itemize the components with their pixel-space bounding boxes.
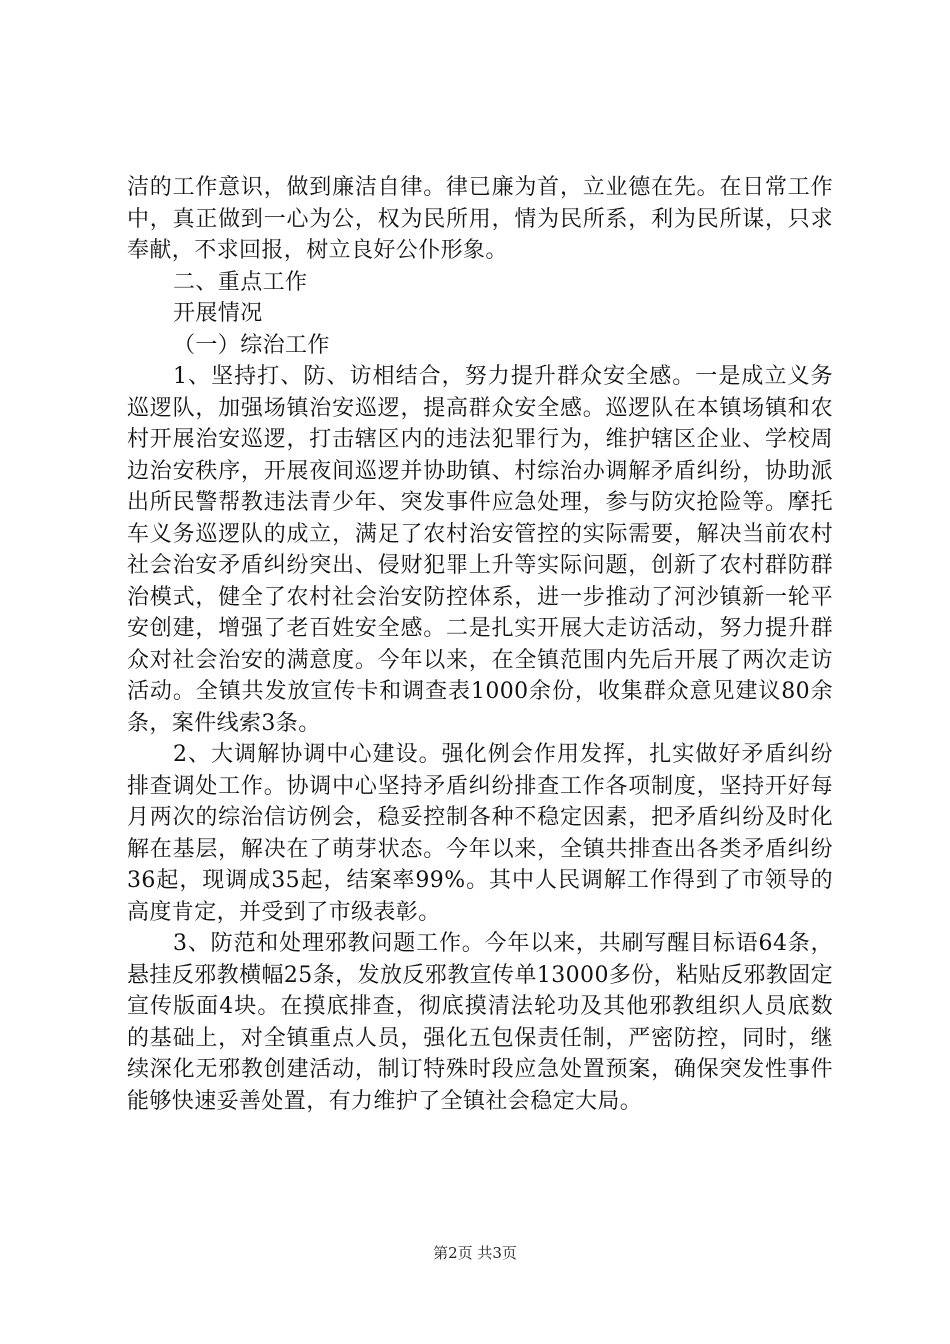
paragraph-item-1: 1、坚持打、防、访相结合，努力提升群众安全感。一是成立义务巡逻队，加强场镇治安巡逻，提高群众安全感。巡逻队在本镇场镇和农村开展治安巡逻，打击辖区内的违法犯罪行为，维护辖区企业、学校周边治安秩序，开展夜间巡逻并协助镇、村综治办调解矛盾纠纷，协助派出所民警帮教违法青少年、突发事件应急处理，参与防灾抢险等。摩托车义务巡逻队的成立，满足了农村治安管控的实际需要，解决当前农村社会治安矛盾纠纷突出、侵财犯罪上升等实际问题，创新了农村群防群治模式，健全了农村社会治安防控体系，进一步推动了河沙镇新一轮平安创建，增强了老百姓安全感。二是扎实开展大走访活动，努力提升群众对社会治安的满意度。今年以来，在全镇范围内先后开展了两次走访活动。全镇共发放宣传卡和调查表1000余份，收集群众意见建议80余条，案件线索3条。: [127, 364, 833, 736]
subsection-heading: （一）综治工作: [173, 332, 330, 358]
section-heading: 二、重点工作: [173, 269, 308, 295]
section-subheading: 开展情况: [173, 301, 263, 326]
paragraph-item-3: 3、防范和处理邪教问题工作。今年以来，共刷写醒目标语64条，悬挂反邪教横幅25条，发放反邪教宣传单13000多份，粘贴反邪教固定宣传版面4块。在摸底排查，彻底摸清法轮功及其他邪教组织人员底数的基础上，对全镇重点人员，强化五包保责任制，严密防控，同时，继续深化无邪教创建活动，制订特殊时段应急处置预案，确保突发性事件能够快速妥善处置，有力维护了全镇社会稳定大局。: [127, 931, 833, 1114]
paragraph-continuation: 洁的工作意识，做到廉洁自律。律已廉为首，立业德在先。在日常工作中，真正做到一心为公，权为民所用，情为民所系，利为民所谋，只求奉献，不求回报，树立良好公仆形象。: [127, 175, 833, 263]
paragraph-item-2: 2、大调解协调中心建设。强化例会作用发挥，扎实做好矛盾纠纷排查调处工作。协调中心坚持矛盾纠纷排查工作各项制度，坚持开好每月两次的综治信访例会，稳妥控制各种不稳定因素，把矛盾纠纷及时化解在基层，解决在了萌芽状态。今年以来，全镇共排查出各类矛盾纠纷36起，现调成35起，结案率99%。其中人民调解工作得到了市领导的高度肯定，并受到了市级表彰。: [127, 742, 833, 925]
page-footer: 第2页 共3页: [433, 1244, 517, 1262]
document-body: [127, 172, 833, 1117]
